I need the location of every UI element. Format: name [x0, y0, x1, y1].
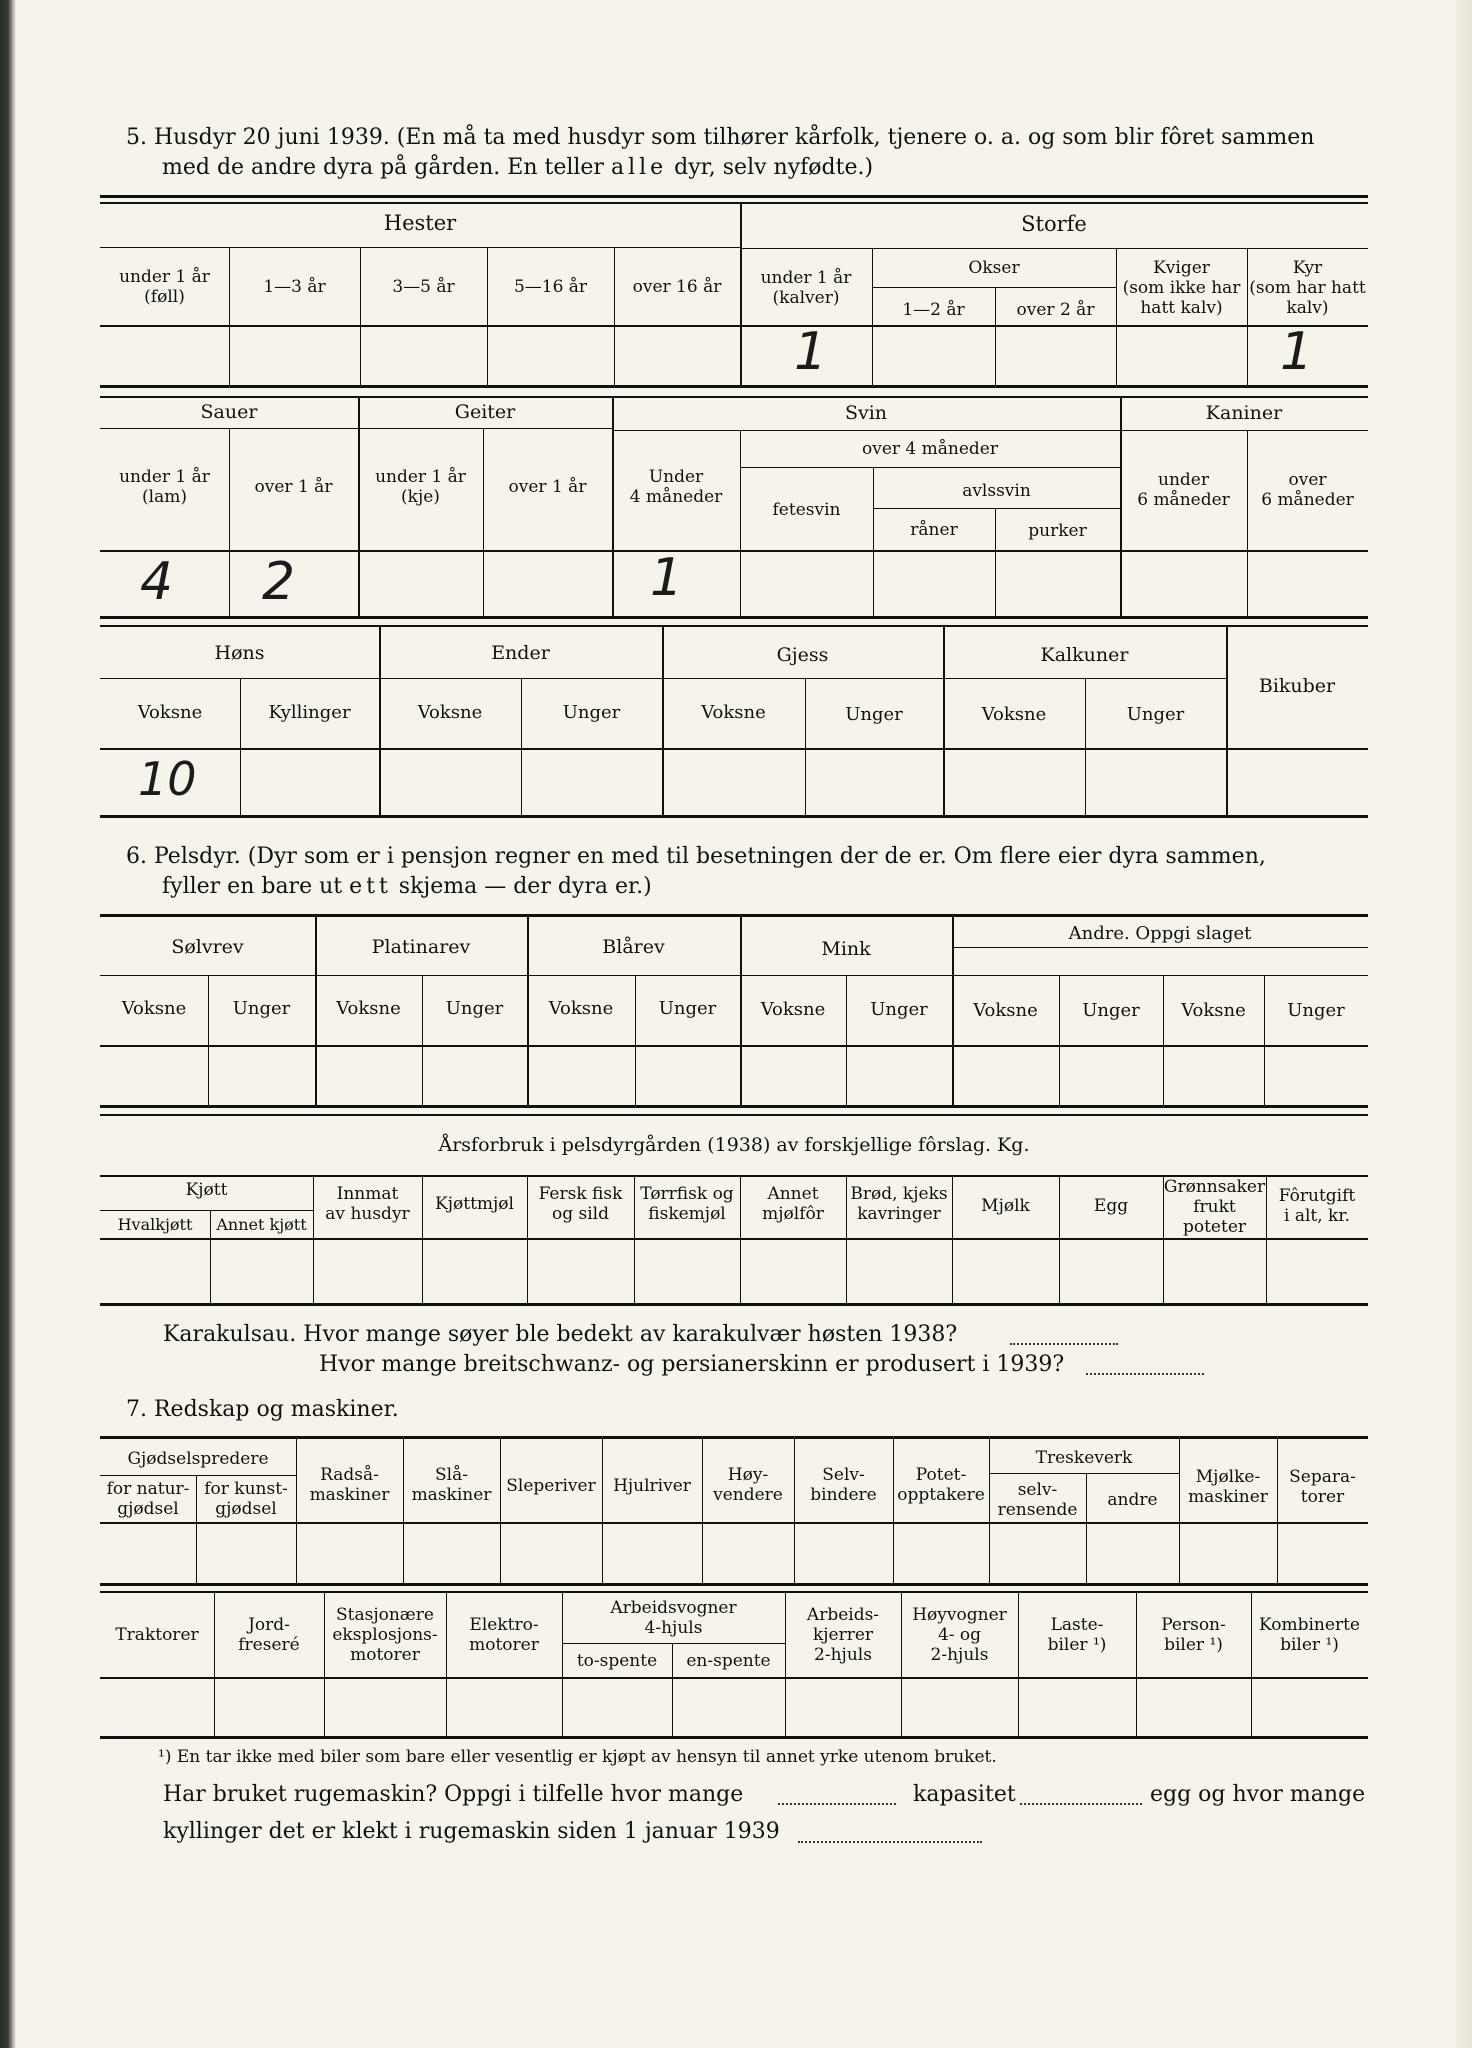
maskiner-col-hoyvogner: Høyvogner 4- og 2-hjuls: [912, 1605, 1007, 1665]
forbruk-bottom: [100, 1303, 1368, 1306]
redskap-col-selvbindere: Selv- bindere: [810, 1465, 877, 1505]
redskap-col-separatorer: Separa- torer: [1289, 1467, 1356, 1507]
m-v3: [446, 1591, 447, 1736]
section5-title-line2-emph: alle: [610, 155, 668, 180]
geiter-header-rule: [358, 428, 612, 429]
storfe-header-rule: [740, 248, 1368, 249]
forbruk-col-fersk-fisk: Fersk fisk og sild: [538, 1184, 623, 1224]
hons-header: Høns: [214, 642, 265, 664]
blarev-header: Blårev: [602, 936, 665, 958]
t3-v7: [1085, 678, 1086, 815]
value-svin-under4[interactable]: 1: [650, 548, 684, 608]
hester-col-5-16: 5—16 år: [513, 277, 588, 297]
karakul-line1: Karakulsau. Hvor mange søyer ble bedekt av karakulvær høsten 1938?: [163, 1322, 958, 1347]
table3-top-rule: [100, 625, 1368, 627]
solvrev-header: Sølvrev: [171, 936, 244, 958]
m-v8: [1018, 1591, 1019, 1736]
sauer-col-over1: over 1 år: [254, 477, 333, 497]
rugemaskin-line1-c: egg og hvor mange: [1150, 1782, 1366, 1807]
gjess-col-voksne: Voksne: [701, 702, 766, 723]
t2-v3: [483, 428, 484, 616]
value-sauer-over1[interactable]: 2: [262, 552, 296, 612]
geiter-col-over1: over 1 år: [508, 477, 587, 497]
gjodsel-rule: [100, 1475, 296, 1476]
t1-v1: [229, 247, 230, 385]
r-v11: [1179, 1436, 1180, 1583]
redskap-bottom: [100, 1583, 1368, 1586]
section5-title-line2-pre: med de andre dyra på gården. En teller: [162, 155, 604, 180]
m-v9: [1136, 1591, 1137, 1736]
r-v6: [702, 1436, 703, 1583]
platinarev-header: Platinarev: [371, 936, 471, 958]
redskap-col-sleperiver: Sleperiver: [506, 1476, 596, 1496]
geiter-col-kje: under 1 år (kje): [375, 467, 466, 507]
maskiner-header-bottom: [100, 1677, 1368, 1679]
forbruk-col-innmat: Innmat av husdyr: [325, 1184, 410, 1224]
maskiner-col-stasjonaere: Stasjonære eksplosjons- motorer: [332, 1605, 438, 1665]
ender-header: Ender: [491, 642, 550, 664]
bikuber-header: Bikuber: [1258, 675, 1336, 697]
arbeidsvogner-col-tospente: to-spente: [576, 1651, 658, 1671]
gjodsel-col-natur: for natur- gjødsel: [106, 1479, 190, 1519]
ender-col-voksne: Voksne: [417, 702, 483, 723]
pels-col-voksne-1: Voksne: [121, 998, 187, 1019]
arsforbruk-header: Årsforbruk i pelsdyrgården (1938) av forskjellige fôrslag. Kg.: [438, 1134, 1030, 1156]
okser-col-over2: over 2 år: [1016, 300, 1095, 320]
kalkuner-col-unger: Unger: [1126, 704, 1185, 725]
t1-v3: [487, 247, 488, 385]
forbruk-col-forutgift: Fôrutgift i alt, kr.: [1278, 1186, 1356, 1226]
redskap-col-hjulriver: Hjulriver: [613, 1476, 691, 1496]
rugemaskin-antall-field[interactable]: [778, 1803, 896, 1805]
pels-col-unger-3: Unger: [658, 998, 717, 1019]
value-hons-voksne[interactable]: 10: [138, 752, 197, 806]
karakul-field2[interactable]: [1086, 1373, 1204, 1375]
forbruk-header-bottom: [100, 1238, 1368, 1240]
kaniner-header-rule: [1120, 430, 1368, 431]
r-v5: [602, 1436, 603, 1583]
okser-col-1-2: 1—2 år: [902, 300, 965, 320]
value-kyr[interactable]: 1: [1280, 322, 1314, 382]
treskeverk-rule: [989, 1473, 1179, 1474]
hester-header-rule: [100, 247, 740, 248]
table1-header-bottom: [100, 325, 1368, 327]
section5-title-line2: [162, 153, 873, 183]
pels-bottom: [100, 1105, 1368, 1108]
gjodsel-header: Gjødselspredere: [127, 1449, 269, 1469]
rugemaskin-line2: kyllinger det er klekt i rugemaskin siden 1 januar 1939: [163, 1819, 780, 1844]
section5-title-line1: 5. Husdyr 20 juni 1939. (En må ta med husdyr som tilhører kårfolk, tjenere o. a. og som blir fôret sammen: [126, 125, 1315, 150]
svin-over4-header: over 4 måneder: [862, 439, 998, 459]
kaniner-col-over6: over 6 måneder: [1261, 470, 1354, 510]
pels-col-unger-1: Unger: [232, 998, 291, 1019]
hester-col-3-5: 3—5 år: [392, 277, 455, 297]
forbruk-col-kjottmjol: Kjøttmjøl: [435, 1194, 514, 1214]
redskap-col-hoyvendere: Høy- vendere: [713, 1465, 783, 1505]
arbeidsvogner-col-enspente: en-spente: [686, 1651, 771, 1671]
hester-header: Hester: [383, 211, 457, 235]
svin-col-purker: purker: [1028, 521, 1087, 541]
table2-bottom: [100, 616, 1368, 619]
m-v1: [214, 1591, 215, 1736]
r-v8: [893, 1436, 894, 1583]
svin-col-raner: råner: [910, 520, 958, 540]
table3-bottom: [100, 815, 1368, 818]
hons-col-voksne: Voksne: [137, 702, 203, 723]
forbruk-col-torrfisk: Tørrfisk og fiskemjøl: [640, 1184, 734, 1224]
pels-col-voksne-4: Voksne: [760, 999, 826, 1020]
pels-col-unger-6: Unger: [1287, 1000, 1345, 1021]
f-v9: [1059, 1175, 1060, 1303]
value-lam[interactable]: 4: [140, 552, 174, 612]
section6-title-line1: 6. Pelsdyr. (Dyr som er i pensjon regner en med til besetningen der de er. Om flere eier dyra sammen,: [126, 844, 1266, 869]
rugemaskin-kyllinger-field[interactable]: [798, 1841, 982, 1843]
avlssvin-rule: [873, 508, 1120, 509]
t2-v1: [229, 428, 230, 616]
p-v11: [1264, 975, 1265, 1105]
geiter-header: Geiter: [454, 401, 516, 423]
table1-top-rule-2: [100, 202, 1368, 204]
t3-v8: [1226, 625, 1228, 815]
kaniner-header: Kaniner: [1205, 402, 1283, 424]
maskiner-col-personbiler: Person- biler ¹): [1161, 1615, 1226, 1655]
svin-col-under4: Under 4 måneder: [629, 467, 723, 507]
forbruk-col-egg: Egg: [1093, 1196, 1129, 1216]
value-kalver[interactable]: 1: [794, 322, 828, 382]
kalkuner-col-voksne: Voksne: [981, 704, 1047, 725]
section5-title-line2-post: dyr, selv nyfødte.): [674, 155, 874, 180]
pels-top-rule: [100, 914, 1368, 917]
r-v12: [1277, 1436, 1278, 1583]
pels-col-unger-4: Unger: [870, 999, 928, 1020]
forbruk-col-mjolfor: Annet mjølfôr: [762, 1184, 824, 1224]
svin-col-fetesvin: fetesvin: [772, 500, 841, 520]
forbruk-col-hvalkjott: Hvalkjøtt: [117, 1215, 193, 1234]
andre-header: Andre. Oppgi slaget: [1068, 923, 1252, 944]
forbruk-top-rule: [100, 1114, 1368, 1116]
storfe-col-kviger: Kviger (som ikke har hatt kalv): [1122, 258, 1241, 318]
gjess-col-unger: Unger: [845, 704, 903, 725]
forbruk-col-brod: Brød, kjeks kavringer: [850, 1184, 948, 1224]
rugemaskin-line1-b: kapasitet: [913, 1782, 1016, 1807]
t1-v2: [360, 247, 361, 385]
redskap-header-bottom: [100, 1522, 1368, 1524]
maskiner-col-jordfresere: Jord- freseré: [238, 1615, 300, 1655]
svin-header-rule: [612, 430, 1120, 431]
pels-col-voksne-6: Voksne: [1181, 1000, 1246, 1021]
section6-title-line2-emph: ett: [349, 874, 392, 899]
gjess-header: Gjess: [776, 644, 829, 666]
hons-col-kyllinger: Kyllinger: [268, 702, 351, 723]
maskiner-col-arbeidskjerrer: Arbeids- kjerrer 2-hjuls: [806, 1605, 880, 1665]
t1-v4: [614, 247, 615, 385]
p-v9: [1059, 975, 1060, 1105]
pels-col-voksne-3: Voksne: [548, 998, 614, 1019]
maskiner-col-kombinerte: Kombinerte biler ¹): [1259, 1615, 1360, 1655]
pels-header-bottom: [100, 1045, 1368, 1047]
hester-col-over16: over 16 år: [632, 277, 722, 297]
storfe-header: Storfe: [1021, 212, 1087, 236]
forbruk-col-mjolk: Mjølk: [981, 1196, 1030, 1216]
redskap-top-rule: [100, 1436, 1368, 1439]
maskiner-bottom: [100, 1736, 1368, 1739]
forbruk-kjott-header: Kjøtt: [185, 1180, 228, 1200]
ender-col-unger: Unger: [562, 702, 621, 723]
kjott-rule: [100, 1210, 313, 1211]
t2-v9: [1247, 430, 1248, 616]
m-v10: [1251, 1591, 1252, 1736]
storfe-okser-header: Okser: [968, 258, 1020, 278]
arbeidsvogner-rule: [562, 1643, 785, 1644]
rugemaskin-kapasitet-field[interactable]: [1020, 1803, 1142, 1805]
treskeverk-header: Treskeverk: [1035, 1448, 1133, 1468]
redskap-col-radsa: Radså- maskiner: [309, 1465, 390, 1505]
r-v7: [794, 1436, 795, 1583]
p-v10: [1163, 975, 1164, 1105]
section7-title: 7. Redskap og maskiner.: [126, 1397, 399, 1422]
footnote: ¹) En tar ikke med biler som bare eller vesentlig er kjøpt av hensyn til annet yrke utenom bruket.: [158, 1747, 997, 1767]
table1-top-rule: [100, 195, 1368, 198]
mink-header: Mink: [821, 938, 871, 960]
r-v2: [296, 1436, 297, 1583]
redskap-col-sla: Slå- maskiner: [411, 1465, 492, 1505]
maskiner-col-lastebiler: Laste- biler ¹): [1047, 1615, 1107, 1655]
storfe-col-kalver: under 1 år (kalver): [760, 268, 852, 308]
over4-rule: [740, 467, 1120, 468]
treskeverk-col-andre: andre: [1107, 1490, 1158, 1510]
r-v3: [403, 1436, 404, 1583]
section6-title-line2: [162, 872, 652, 902]
r-v4: [500, 1436, 501, 1583]
redskap-col-potet: Potet- opptakere: [897, 1465, 985, 1505]
table3-header-bottom: [100, 748, 1368, 750]
f-v8: [952, 1175, 953, 1303]
section6-title-line2-pre: fyller en bare ut: [162, 874, 343, 899]
maskiner-col-traktorer: Traktorer: [115, 1625, 199, 1645]
karakul-field1[interactable]: [1010, 1343, 1118, 1345]
kalkuner-header: Kalkuner: [1040, 644, 1129, 666]
pels-col-voksne-2: Voksne: [336, 998, 401, 1019]
okser-rule: [872, 287, 1116, 288]
karakul-line2: Hvor mange breitschwanz- og persianerskinn er produsert i 1939?: [319, 1352, 1065, 1377]
treskeverk-col-selvrensende: selv- rensende: [997, 1480, 1078, 1520]
pels-group-rule: [100, 975, 1368, 976]
sauer-header: Sauer: [200, 401, 258, 423]
pels-col-voksne-5: Voksne: [973, 1000, 1038, 1021]
arbeidsvogner-header: Arbeidsvogner 4-hjuls: [610, 1598, 737, 1638]
hester-col-foll: under 1 år (føll): [119, 267, 210, 307]
svin-avlssvin-header: avlssvin: [962, 481, 1031, 501]
table1-bottom: [100, 385, 1368, 388]
pels-col-unger-2: Unger: [445, 998, 504, 1019]
redskap-col-mjolkemaskiner: Mjølke- maskiner: [1188, 1467, 1268, 1507]
section6-title-line2-post: skjema — der dyra er.): [398, 874, 652, 899]
maskiner-col-elektromotorer: Elektro- motorer: [469, 1615, 539, 1655]
svin-header: Svin: [844, 402, 888, 424]
sauer-col-lam: under 1 år (lam): [119, 467, 210, 507]
forbruk-col-annet-kjott: Annet kjøtt: [216, 1215, 307, 1234]
rugemaskin-line1-a: Har bruket rugemaskin? Oppgi i tilfelle hvor mange: [163, 1782, 744, 1807]
maskiner-top-rule: [100, 1591, 1368, 1593]
forbruk-col-gronnsaker: Grønnsaker frukt poteter: [1163, 1177, 1266, 1237]
storfe-col-kyr: Kyr (som har hatt kalv): [1249, 258, 1366, 318]
pels-col-unger-5: Unger: [1082, 1000, 1140, 1021]
hester-col-1-3: 1—3 år: [263, 277, 326, 297]
gjodsel-col-kunst: for kunst- gjødsel: [204, 1479, 288, 1519]
kaniner-col-under6: under 6 måneder: [1137, 470, 1230, 510]
t3-v5: [805, 678, 806, 815]
